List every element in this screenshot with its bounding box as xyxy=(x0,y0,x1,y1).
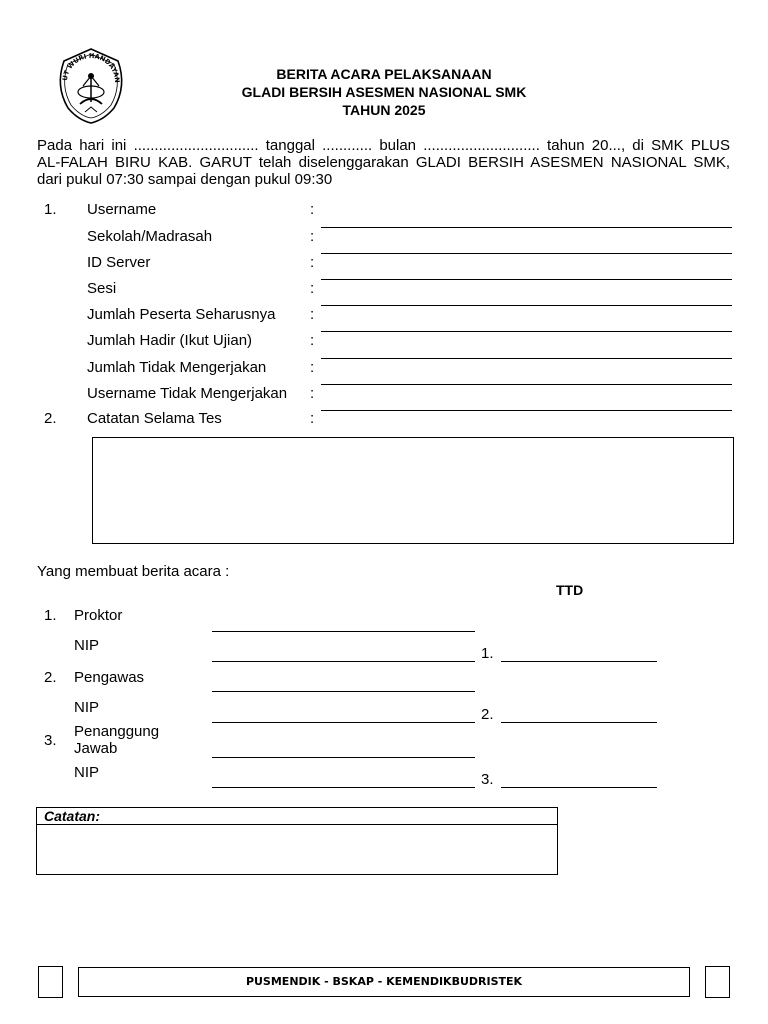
label-penanggung-line-2: Jawab xyxy=(74,740,118,757)
label-nip-penanggung: NIP xyxy=(74,764,100,781)
label-jumlah-seharusnya: Jumlah Peserta Seharusnya xyxy=(87,306,276,323)
footer-bar: PUSMENDIK - BSKAP - KEMENDIKBUDRISTEK xyxy=(78,967,690,997)
signature-line-2[interactable] xyxy=(501,722,657,723)
pengawas-nip-line[interactable] xyxy=(212,722,475,723)
colon: : xyxy=(310,280,315,297)
colon: : xyxy=(310,254,315,271)
colon: : xyxy=(310,410,315,427)
label-username: Username xyxy=(87,201,157,218)
label-catatan-tes: Catatan Selama Tes xyxy=(87,410,222,427)
catatan-box[interactable] xyxy=(36,807,558,875)
input-line-username[interactable] xyxy=(321,227,732,228)
label-pengawas: Pengawas xyxy=(74,669,145,686)
label-id-server: ID Server xyxy=(87,254,151,271)
title-line-3: TAHUN 2025 xyxy=(342,102,426,118)
label-nip-pengawas: NIP xyxy=(74,699,100,716)
signature-line-3[interactable] xyxy=(501,787,657,788)
ttd-heading: TTD xyxy=(556,582,584,598)
signer-number-3: 3. xyxy=(44,732,57,749)
ttd-number-3: 3. xyxy=(481,771,494,788)
colon: : xyxy=(310,201,315,218)
signer-number-1: 1. xyxy=(44,607,57,624)
input-line-sekolah[interactable] xyxy=(321,253,732,254)
signer-number-2: 2. xyxy=(44,669,57,686)
colon: : xyxy=(310,359,315,376)
pengawas-name-line[interactable] xyxy=(212,691,475,692)
label-username-tidak: Username Tidak Mengerjakan xyxy=(87,385,288,402)
penanggung-name-line[interactable] xyxy=(212,757,475,758)
label-proktor: Proktor xyxy=(74,607,123,624)
footer-square-right xyxy=(705,966,730,998)
label-jumlah-tidak: Jumlah Tidak Mengerjakan xyxy=(87,359,267,376)
intro-paragraph xyxy=(37,137,730,188)
label-nip-proktor: NIP xyxy=(74,637,100,654)
colon: : xyxy=(310,332,315,349)
section-number-1: 1. xyxy=(44,201,57,218)
svg-text:TUT WURI HANDAYANI: UT WURI HANDAYAN xyxy=(60,51,122,84)
proktor-name-line[interactable] xyxy=(212,631,475,632)
label-sekolah: Sekolah/Madrasah xyxy=(87,228,213,245)
label-penanggung-jawab xyxy=(74,723,159,757)
colon: : xyxy=(310,306,315,323)
intro-line-3: dari pukul 07:30 sampai dengan pukul 09:30 xyxy=(37,171,333,188)
tut-wuri-handayani-logo xyxy=(52,46,130,126)
input-line-sesi[interactable] xyxy=(321,305,732,306)
title-line-1: BERITA ACARA PELAKSANAAN xyxy=(276,66,492,82)
label-sesi: Sesi xyxy=(87,280,117,297)
colon: : xyxy=(310,228,315,245)
input-line-username-tidak[interactable] xyxy=(321,410,732,411)
penanggung-nip-line[interactable] xyxy=(212,787,475,788)
input-line-jumlah-tidak[interactable] xyxy=(321,384,732,385)
signature-line-1[interactable] xyxy=(501,661,657,662)
section-number-2: 2. xyxy=(44,410,57,427)
input-line-id-server[interactable] xyxy=(321,279,732,280)
proktor-nip-line[interactable] xyxy=(212,661,475,662)
input-line-jumlah-seharusnya[interactable] xyxy=(321,331,732,332)
intro-line-1: Pada hari ini .............................. tanggal ............ bulan ............................ tahun 20..., di SMK PLUS xyxy=(37,137,730,154)
title-line-2: GLADI BERSIH ASESMEN NASIONAL SMK xyxy=(241,84,527,100)
catatan-label: Catatan: xyxy=(37,808,557,825)
intro-line-2: AL-FALAH BIRU KAB. GARUT telah diselenggarakan GLADI BERSIH ASESMEN NASIONAL SMK, xyxy=(37,154,730,171)
colon: : xyxy=(310,385,315,402)
signature-intro: Yang membuat berita acara : xyxy=(37,563,230,580)
label-penanggung-line-1: Penanggung xyxy=(74,723,160,740)
label-jumlah-hadir: Jumlah Hadir (Ikut Ujian) xyxy=(87,332,253,349)
test-notes-box[interactable] xyxy=(92,437,734,544)
ttd-number-1: 1. xyxy=(481,645,494,662)
footer-square-left xyxy=(38,966,63,998)
ttd-number-2: 2. xyxy=(481,706,494,723)
input-line-jumlah-hadir[interactable] xyxy=(321,358,732,359)
